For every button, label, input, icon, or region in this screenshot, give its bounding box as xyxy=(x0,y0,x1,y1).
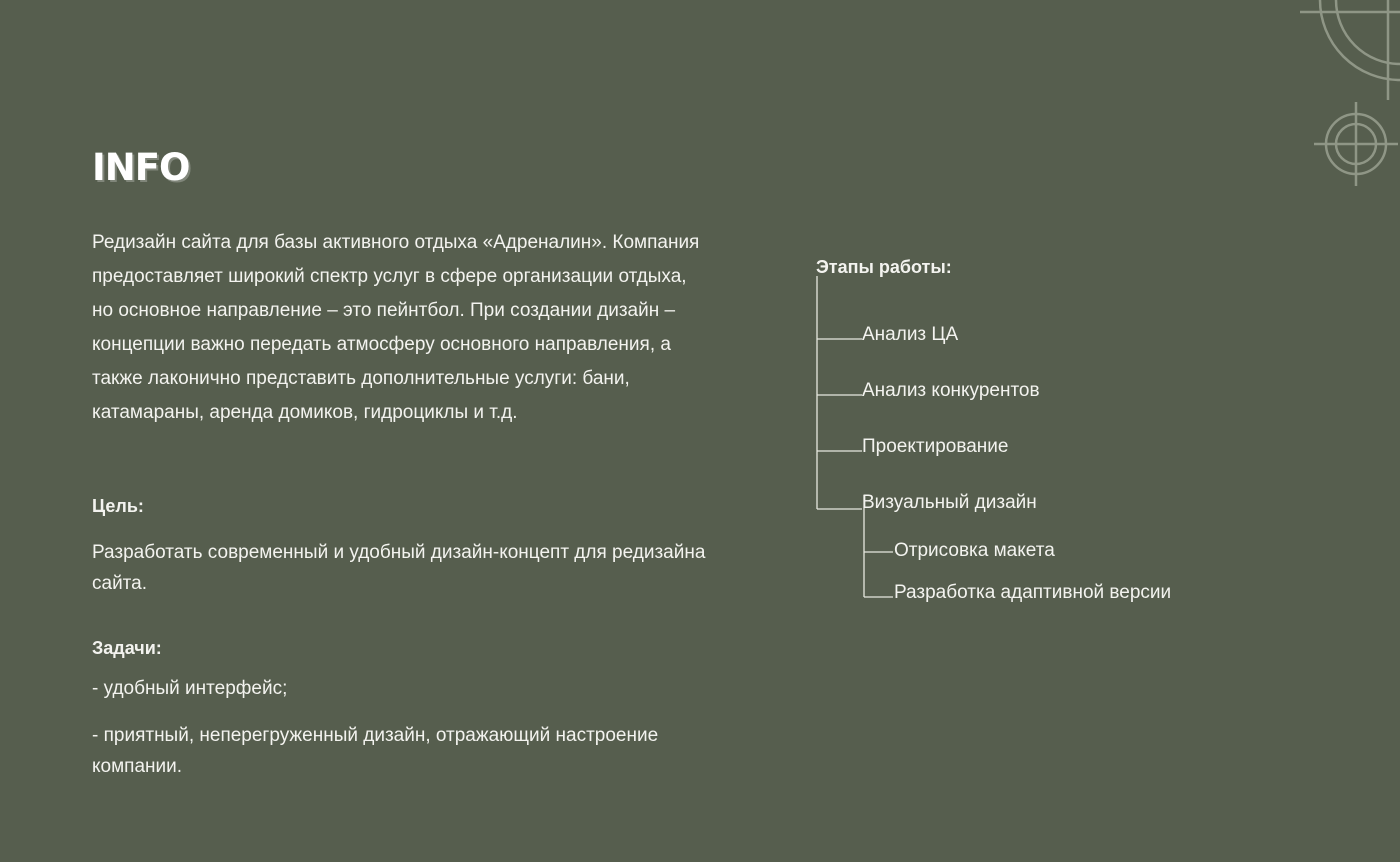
crosshair-decoration xyxy=(1290,0,1400,200)
tasks-label: Задачи: xyxy=(92,638,162,658)
substage-item-adaptive: Разработка адаптивной версии xyxy=(894,582,1172,603)
stage-item-audience-analysis: Анализ ЦА xyxy=(862,324,959,345)
stage-item-competitor-analysis: Анализ конкурентов xyxy=(862,380,1040,401)
task-item: - приятный, неперегруженный дизайн, отражающий настроение компании. xyxy=(92,725,659,777)
intro-block xyxy=(92,226,712,430)
page-title: INFO xyxy=(92,146,190,189)
goal-text: Разработать современный и удобный дизайн-концепт для редизайна сайта. xyxy=(92,542,706,594)
intro-text: Редизайн сайта для базы активного отдыха «Адреналин». Компания предоставляет широкий спектр услуг в сфере организации отдыха, но основное направление – это пейнтбол. При создании дизайн – концепции важно передать атмосферу основного направления, а также лаконично представить дополнительные услуги: бани, катамараны, аренда домиков, гидроциклы и т.д. xyxy=(92,232,700,423)
crosshair-arc-icon xyxy=(1300,0,1400,100)
stages-label: Этапы работы: xyxy=(816,257,952,277)
goal-label: Цель: xyxy=(92,496,144,516)
stage-item-prototyping: Проектирование xyxy=(862,436,1009,457)
substage-item-mockup: Отрисовка макета xyxy=(894,540,1055,561)
crosshair-icon xyxy=(1314,102,1398,186)
task-item: - удобный интерфейс; xyxy=(92,678,288,699)
stage-item-visual-design: Визуальный дизайн xyxy=(862,492,1037,513)
